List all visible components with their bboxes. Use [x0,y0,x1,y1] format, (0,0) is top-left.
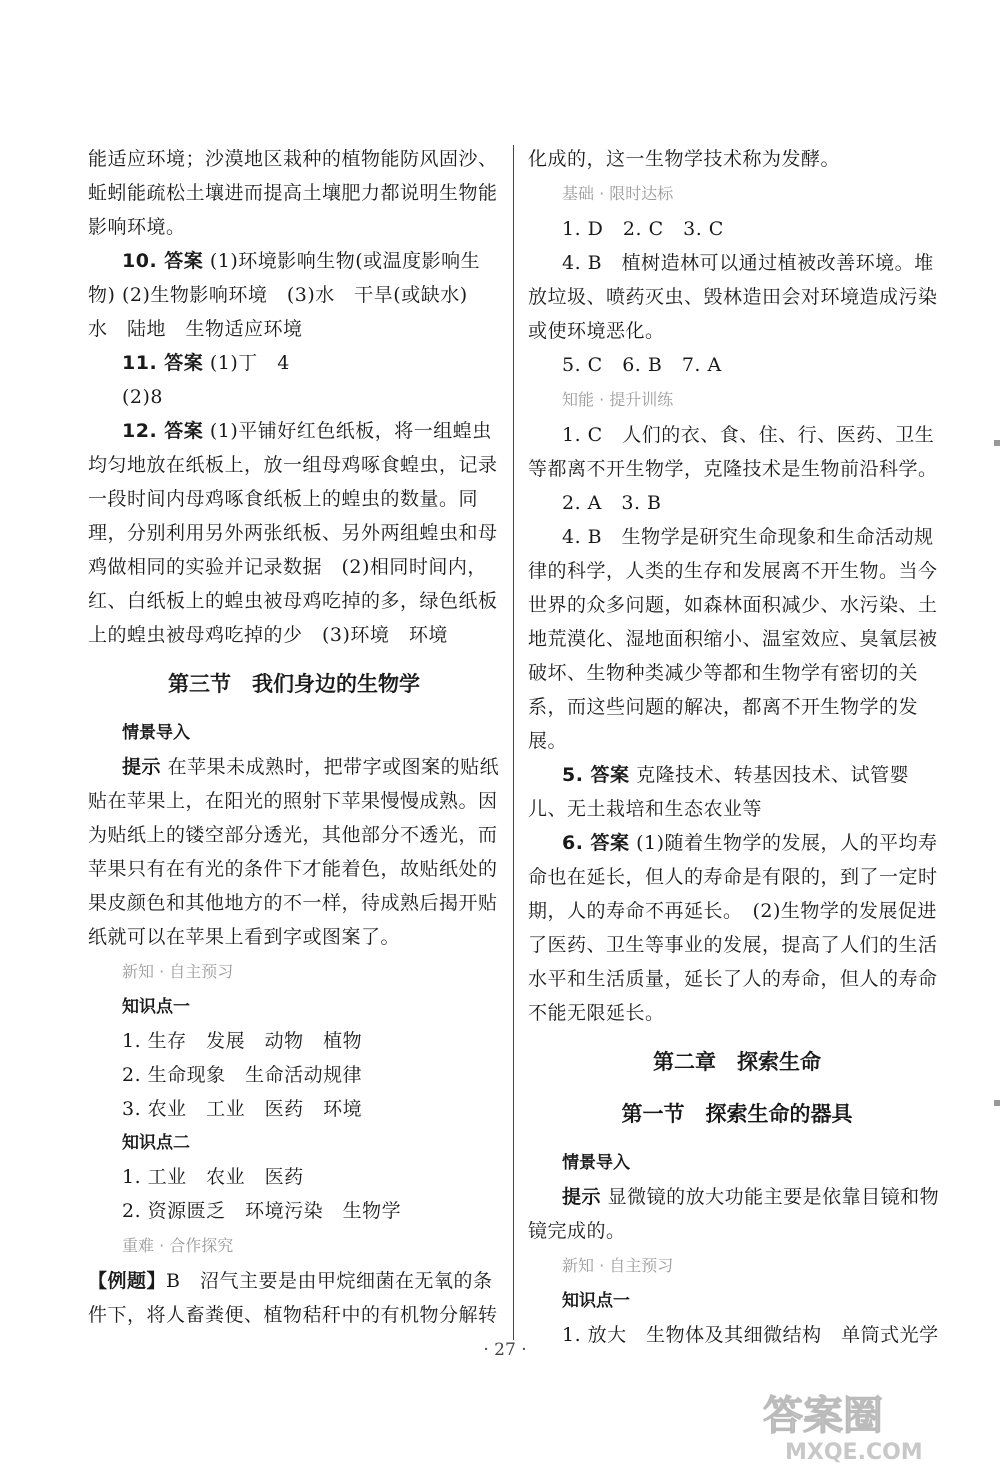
answer-text: (1)丁 4 [209,352,290,374]
knowledge-point-heading: 知识点一 [562,1291,630,1311]
scan-mark [994,440,1000,446]
intro-heading: 情景导入 [562,1153,630,1173]
section-label: 基础 · 限时达标 [562,184,674,203]
section-label: 知能 · 提升训练 [562,390,674,409]
tip [88,750,500,954]
chapter-title: 第二章 探索生命 [653,1050,821,1074]
answer-label: 6. 答案 [562,832,630,854]
answer-label: 10. 答案 [122,250,204,272]
tip-label: 提示 [562,1186,602,1208]
list-item: 3. 农业 工业 医药 环境 [122,1098,363,1120]
answer-text: (1)随着生物学的发展，人的平均寿命也在延长，但人的寿命是有限的，到了一定时期，人的寿命不再延长。 (2)生物学的发展促进了医药、卫生等事业的发展，提高了人们的生活水平和生活质量，延长了人的寿命，但人的寿命不能无限延长。 [528,832,938,1024]
answer-label: 11. 答案 [122,352,204,374]
section-label: 新知 · 自主预习 [122,962,234,981]
tip-label: 提示 [122,756,162,778]
tip-text: 显微镜的放大功能主要是依靠目镜和物镜完成的。 [528,1186,940,1242]
watermark-logo-text: 答案圈 [763,1393,883,1439]
example [88,1264,500,1332]
answer-11 [88,346,500,380]
intro-heading: 情景导入 [122,723,190,743]
answer-11-part2: (2)8 [122,386,164,408]
list-item: 1. 放大 生物体及其细微结构 单筒式光学 [562,1324,939,1346]
answer-line: 1. C 人们的衣、食、住、行、医药、卫生等都离不开生物学，克隆技术是生物前沿科学。 [528,424,938,480]
section-title: 第三节 我们身边的生物学 [168,672,420,696]
tip-text: 在苹果未成熟时，把带字或图案的贴纸贴在苹果上，在阳光的照射下苹果慢慢成熟。因为贴纸上的镂空部分透光，其他部分不透光，而苹果只有在有光的条件下才能着色，故贴纸处的果皮颜色和其他地方的不一样，待成熟后揭开贴纸就可以在苹果上看到字或图案了。 [88,756,500,948]
page-number: · 27 · [483,1340,527,1360]
paragraph: 能适应环境；沙漠地区栽种的植物能防风固沙、蚯蚓能疏松土壤进而提高土壤肥力都说明生物能影响环境。 [88,148,498,238]
list-item: 2. 资源匮乏 环境污染 生物学 [122,1200,402,1222]
scan-mark [994,1100,1000,1106]
answer-text: 克隆技术、转基因技术、试管婴儿、无土栽培和生态农业等 [528,764,910,820]
answer-line: 5. C 6. B 7. A [562,354,722,376]
watermark-logo [755,1385,990,1463]
left-column [88,142,500,1332]
answer-line: 2. A 3. B [562,492,662,514]
example-text: B 沼气主要是由甲烷细菌在无氧的条件下，将人畜粪便、植物秸秆中的有机物分解转 [88,1270,498,1326]
right-column [528,142,946,1352]
tip [528,1180,946,1248]
answer-label: 5. 答案 [562,764,630,786]
answer-text: (1)平铺好红色纸板，将一组蝗虫均匀地放在纸板上，放一组母鸡啄食蝗虫，记录一段时间内母鸡啄食纸板上的蝗虫的数量。同理，分别利用另外两张纸板、另外两组蝗虫和母鸡做相同的实验并记录数据 (2)相同时间内，红、白纸板上的蝗虫被母鸡吃掉的多，绿色纸板上的蝗虫被母鸡吃掉的少 (3)环境 环境 [88,420,498,646]
answer-label: 12. 答案 [122,420,204,442]
answer-10 [88,244,500,346]
answer-line: 4. B 生物学是研究生命现象和生命活动规律的科学，人类的生存和发展离不开生物。当今世界的众多问题，如森林面积减少、水污染、土地荒漠化、湿地面积缩小、温室效应、臭氧层被破坏、生物种类减少等都和生物学有密切的关系，而这些问题的解决，都离不开生物学的发展。 [528,526,938,752]
knowledge-point-heading: 知识点一 [122,997,190,1017]
watermark-url: MXQE.COM [785,1440,923,1463]
section-label: 新知 · 自主预习 [562,1256,674,1275]
paragraph: 化成的，这一生物学技术称为发酵。 [528,148,841,170]
answer-6 [528,826,946,1030]
answer-text: (1)环境影响生物(或温度影响生物) (2)生物影响环境 (3)水 干旱(或缺水) 水 陆地 生物适应环境 [88,250,488,340]
answer-12 [88,414,500,652]
list-item: 1. 生存 发展 动物 植物 [122,1030,363,1052]
list-item: 1. 工业 农业 医药 [122,1166,304,1188]
list-item: 2. 生命现象 生命活动规律 [122,1064,363,1086]
answer-5 [528,758,946,826]
example-label: 【例题】 [88,1270,167,1292]
answer-line: 1. D 2. C 3. C [562,218,724,240]
section-title: 第一节 探索生命的器具 [621,1102,853,1126]
knowledge-point-heading: 知识点二 [122,1133,190,1153]
column-divider [513,145,514,1340]
answer-line: 4. B 植树造林可以通过植被改善环境。堆放垃圾、喷药灭虫、毁林造田会对环境造成污染或使环境恶化。 [528,252,938,342]
section-label: 重难 · 合作探究 [122,1236,234,1255]
